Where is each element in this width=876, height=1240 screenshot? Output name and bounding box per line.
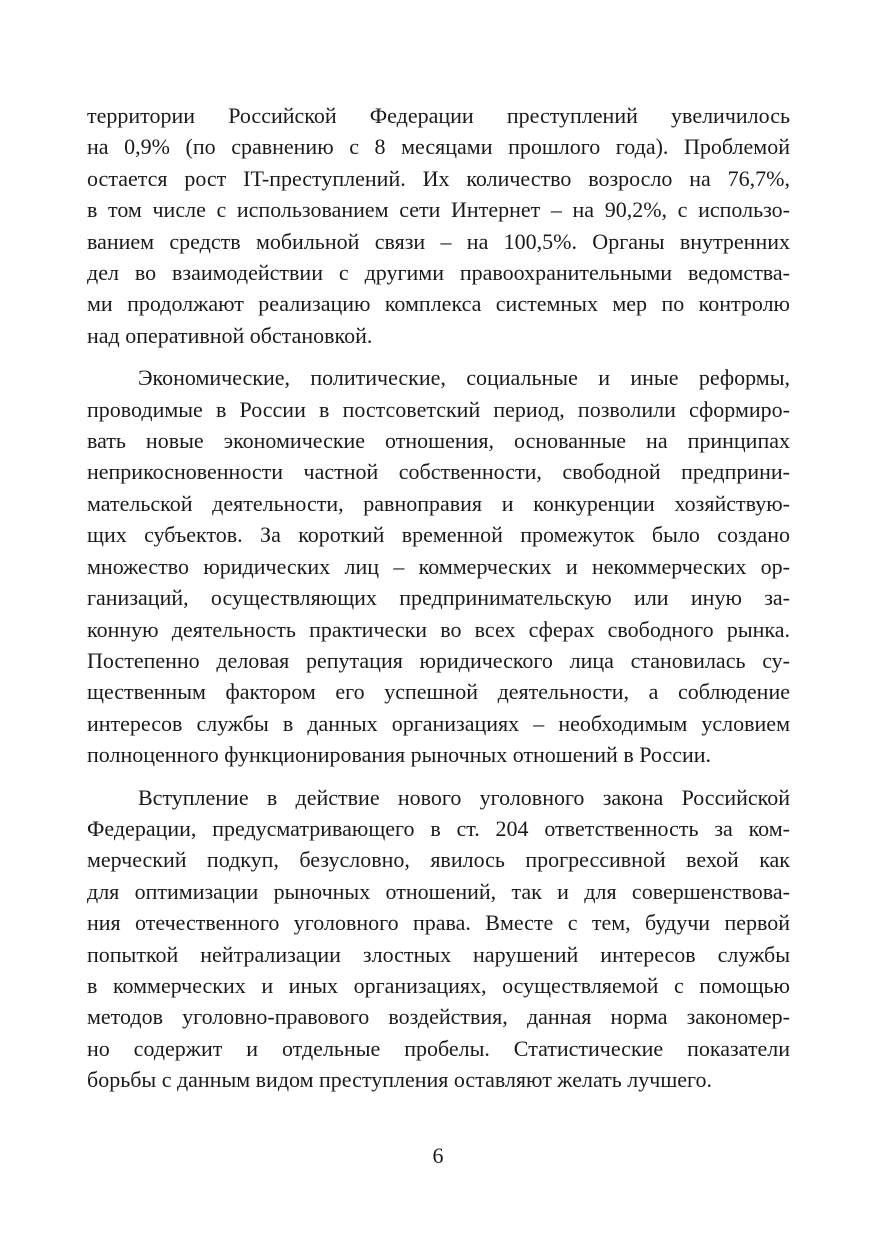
text-line: на 0,9% (по сравнению с 8 месяцами прошлого года). Проблемой [87, 134, 790, 160]
text-line: Вступление в действие нового уголовного закона Российской [138, 784, 790, 810]
page-body [87, 100, 790, 1096]
paragraph-1 [87, 100, 790, 351]
text-line: ганизаций, осуществляющих предпринимательскую или иную за- [87, 585, 790, 611]
text-line: интересов службы в данных организациях – необходимым условием [87, 710, 790, 736]
text-line: для оптимизации рыночных отношений, так и для совершенствова- [87, 878, 790, 904]
text-line: в коммерческих и иных организациях, осуществляемой с помощью [87, 972, 790, 998]
text-line: методов уголовно-правового воздействия, данная норма закономер- [87, 1004, 790, 1030]
text-line: Экономические, политические, социальные и иные реформы, [138, 365, 790, 391]
text-line: борьбы с данным видом преступления оставляют желать лучшего. [87, 1067, 713, 1093]
page-number: 6 [432, 1143, 444, 1168]
text-line: Федерации, предусматривающего в ст. 204 ответственность за ком- [87, 815, 790, 841]
text-line: мательской деятельности, равноправия и конкуренции хозяйствую- [87, 490, 790, 516]
paragraph-3 [87, 782, 790, 1096]
text-line: остается рост IT-преступлений. Их количество возросло на 76,7%, [87, 165, 790, 191]
text-line: множество юридических лиц – коммерческих и некоммерческих ор- [87, 553, 790, 579]
text-line: щих субъектов. За короткий временной промежуток было создано [87, 522, 790, 548]
text-line: ми продолжают реализацию комплекса системных мер по контролю [87, 291, 790, 317]
text-line: проводимые в России в постсоветский период, позволили сформиро- [87, 396, 790, 422]
text-line: полноценного функционирования рыночных отношений в России. [87, 742, 712, 768]
text-line: вать новые экономические отношения, основанные на принципах [87, 428, 790, 454]
paragraph-2 [87, 362, 790, 770]
text-line: над оперативной обстановкой. [87, 322, 373, 348]
text-line: неприкосновенности частной собственности, свободной предприни- [87, 459, 790, 485]
text-line: ванием средств мобильной связи – на 100,5%. Органы внутренних [87, 228, 790, 254]
text-line: в том числе с использованием сети Интернет – на 90,2%, с использо- [87, 197, 790, 223]
text-line: попыткой нейтрализации злостных нарушений интересов службы [87, 941, 790, 967]
text-line: территории Российской Федерации преступлений увеличилось [87, 103, 790, 128]
text-line: дел во взаимодействии с другими правоохранительными ведомства- [87, 260, 790, 286]
text-line: Постепенно деловая репутация юридического лица становилась су- [87, 647, 790, 673]
text-line: щественным фактором его успешной деятельности, а соблюдение [87, 679, 790, 705]
text-line: мерческий подкуп, безусловно, явилось прогрессивной вехой как [87, 847, 790, 873]
text-line: конную деятельность практически во всех сферах свободного рынка. [87, 616, 790, 642]
text-line: ния отечественного уголовного права. Вместе с тем, будучи первой [87, 910, 790, 936]
text-line: но содержит и отдельные пробелы. Статистические показатели [87, 1035, 790, 1061]
